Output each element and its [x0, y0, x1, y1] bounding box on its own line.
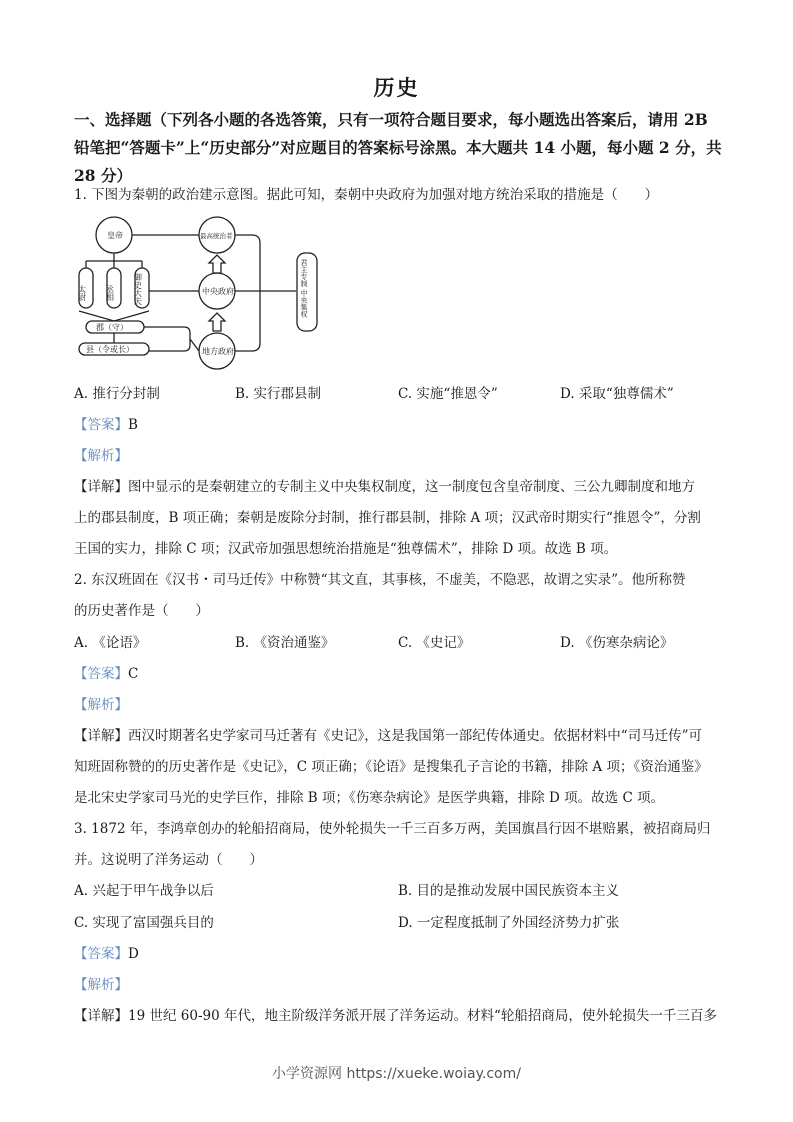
question-1-stem: 1. 下图为秦朝的政治建示意图。据此可知，秦朝中央政府为加强对地方统治采取的措施是（ ） [74, 187, 659, 203]
q3-option-c[interactable]: C. 实现了富国强兵目的 [74, 915, 214, 931]
answer-value: C [128, 666, 139, 682]
q2-detail-line [74, 724, 724, 744]
node-central-government: 中央政府 [202, 287, 234, 296]
q1-detail-line: 王国的实力，排除 C 项；汉武帝加强思想统治措施是“独尊儒术”，排除 D 项。故选 B 项。 [74, 541, 618, 557]
qin-political-diagram [74, 213, 324, 373]
node-supreme-ruler: 最高统治者 [200, 232, 233, 240]
q2-detail-line: 知班固称赞的的历史著作是《史记》，C 项正确；《论语》是搜集孔子言论的书籍，排除 A 项；《资治通鉴》 [74, 759, 708, 775]
q1-answer [74, 413, 724, 433]
node-local-government: 地方政府 [202, 347, 234, 356]
q2-option-b[interactable]: B. 《资治通鉴》 [235, 635, 335, 651]
q2-option-a[interactable]: A. 《论语》 [74, 635, 147, 651]
detail-text: 19 世纪 60-90 年代，地主阶级洋务派开展了洋务运动。材料“轮船招商局，使外轮损失一千三百多 [128, 1008, 717, 1024]
detail-text: 图中显示的是秦朝建立的专制主义中央集权制度，这一制度包含皇帝制度、三公九卿制度和地方 [128, 479, 695, 495]
q3-analysis-label: 【解析】 [74, 977, 128, 993]
q1-option-b[interactable]: B. 实行郡县制 [235, 386, 322, 402]
detail-label: 【详解】 [74, 1008, 128, 1024]
detail-label: 【详解】 [74, 479, 128, 495]
node-jun: 郡（守） [96, 323, 128, 332]
q1-option-c[interactable]: C. 实施“推恩令” [398, 386, 498, 402]
answer-value: D [128, 946, 139, 962]
q3-answer [74, 942, 724, 962]
node-emperor: 皇帝 [107, 231, 123, 240]
question-3-stem: 3. 1872 年，李鸿章创办的轮船招商局，使外轮损失一千三百多万两，美国旗昌行因不堪赔累，被招商局归 [74, 821, 711, 837]
detail-label: 【详解】 [74, 728, 128, 744]
answer-label: 【答案】 [74, 666, 128, 682]
q2-analysis-label: 【解析】 [74, 697, 128, 713]
q3-option-d[interactable]: D. 一定程度抵制了外国经济势力扩张 [398, 915, 620, 931]
q2-option-d[interactable]: D. 《伤寒杂病论》 [560, 635, 674, 651]
q2-detail-line: 是北宋史学家司马光的史学巨作，排除 B 项；《伤寒杂病论》是医学典籍，排除 D 项。故选 C 项。 [74, 790, 665, 806]
q1-detail-line: 上的郡县制度，B 项正确；秦朝是废除分封制，推行郡县制，排除 A 项；汉武帝时期实行“推恩令”，分割 [74, 510, 701, 526]
node-taiwei: 太尉 [77, 285, 87, 301]
footer-watermark[interactable]: 小学资源网 https://xueke.woiay.com/ [272, 1066, 521, 1082]
section-heading: 一、选择题（下列各小题的各选答策，只有一项符合题目要求，每小题选出答案后，请用 2B 铅笔把“答题卡”上“历史部分”对应题目的答案标号涂黑。本大题共 14 小题，每小题 2 分，共 28 分） [74, 110, 722, 185]
answer-value: B [128, 417, 138, 433]
q3-option-b[interactable]: B. 目的是推动发展中国民族资本主义 [398, 883, 620, 899]
q2-option-c[interactable]: C. 《史记》 [398, 635, 471, 651]
q1-option-a[interactable]: A. 推行分封制 [74, 386, 160, 402]
q2-answer [74, 662, 724, 682]
question-2-stem: 2. 东汉班固在《汉书・司马迁传》中称赞“其文直，其事核，不虚美，不隐恶，故谓之实录”。他所称赞 [74, 572, 686, 588]
question-2-stem: 的历史著作是（ ） [74, 603, 209, 619]
node-xian: 县（令或长） [86, 345, 134, 354]
question-3-stem: 并。这说明了洋务运动（ ） [74, 852, 263, 868]
answer-label: 【答案】 [74, 946, 128, 962]
q3-option-a[interactable]: A. 兴起于甲午战争以后 [74, 883, 214, 899]
node-yushidafu: 御史大夫 [133, 273, 143, 305]
q1-detail-line [74, 475, 724, 495]
node-autocracy-centralization: 君主专制 中央集权 [300, 259, 308, 318]
q1-analysis-label: 【解析】 [74, 448, 128, 464]
page-title: 历史 [373, 75, 420, 100]
detail-text: 西汉时期著名史学家司马迁著有《史记》，这是我国第一部纪传体通史。依据材料中“司马迁传”可 [128, 728, 703, 744]
q3-detail-line [74, 1004, 724, 1024]
q1-option-d[interactable]: D. 采取“独尊儒术” [560, 386, 674, 402]
answer-label: 【答案】 [74, 417, 128, 433]
node-chengxiang: 丞相 [105, 285, 115, 301]
